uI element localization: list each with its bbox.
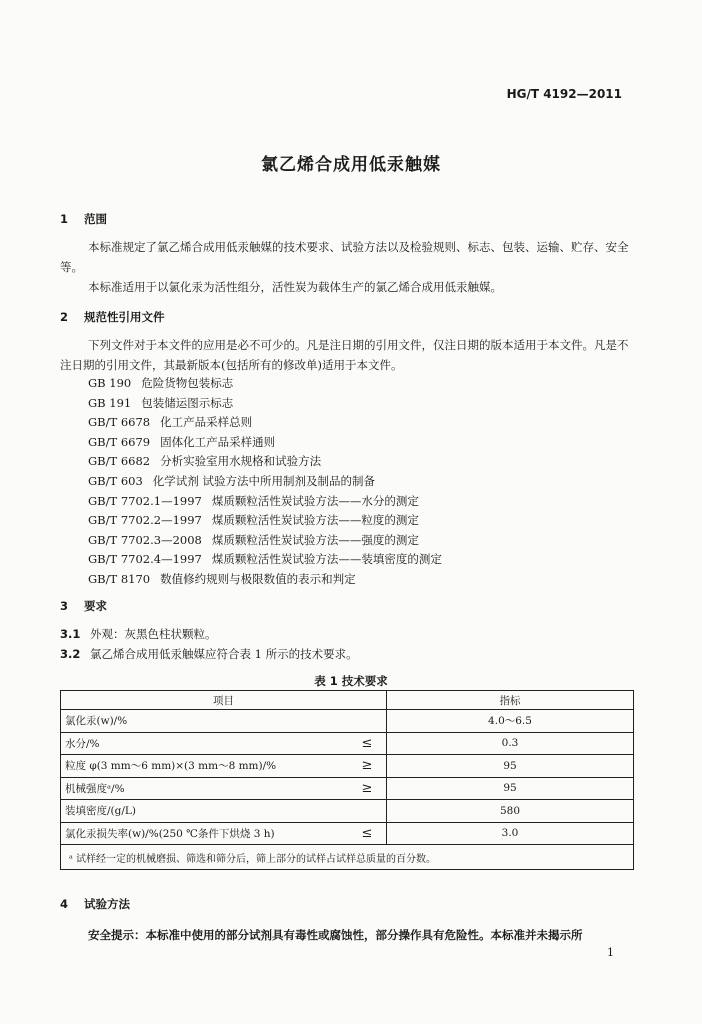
section-2-heading	[60, 309, 165, 325]
reference-item	[88, 452, 442, 472]
table-row	[61, 822, 634, 845]
clause-text: 氯乙烯合成用低汞触媒应符合表 1 所示的技术要求。	[90, 647, 358, 661]
row-value: 3.0	[387, 822, 634, 845]
section-4-heading	[60, 896, 130, 912]
reference-item	[88, 511, 442, 531]
reference-item	[88, 570, 442, 590]
reference-item	[88, 531, 442, 551]
normative-reference-list	[88, 374, 442, 590]
section-number: 1	[60, 212, 69, 226]
row-item: 装填密度/(g/L)	[61, 800, 349, 823]
row-item: 机械强度ᵃ/%	[61, 777, 349, 800]
clause-number: 3.2	[60, 647, 81, 661]
reference-code: GB/T 6678	[88, 415, 151, 430]
reference-item	[88, 374, 442, 394]
row-item: 氯化汞(w)/%	[61, 710, 349, 733]
row-value: 95	[387, 755, 634, 778]
row-value: 4.0～6.5	[387, 710, 634, 733]
column-header-item: 项目	[61, 691, 387, 710]
section-3-heading	[60, 598, 107, 614]
table-row	[61, 732, 634, 755]
reference-code: GB/T 7702.2—1997	[88, 513, 202, 528]
section-1-heading	[60, 211, 107, 227]
reference-code: GB/T 6682	[88, 454, 151, 469]
table-row	[61, 800, 634, 823]
section-title: 范围	[84, 212, 107, 226]
table-row	[61, 777, 634, 800]
row-value: 580	[387, 800, 634, 823]
reference-name: 危险货物包装标志	[141, 376, 234, 390]
table-note-row	[61, 845, 634, 870]
reference-name: 煤质颗粒活性炭试验方法——水分的测定	[211, 493, 419, 508]
technical-requirements-table	[60, 690, 634, 870]
section-title: 要求	[84, 599, 107, 613]
reference-item	[88, 433, 442, 453]
reference-item	[88, 472, 442, 492]
row-relation: ≥	[348, 777, 387, 800]
reference-code: GB/T 7702.3—2008	[88, 532, 202, 547]
section-number: 3	[60, 599, 69, 613]
section-title: 试验方法	[84, 897, 130, 911]
reference-name: 化学试剂 试验方法中所用制剂及制品的制备	[152, 473, 375, 488]
table-header-row	[61, 691, 634, 710]
row-relation: ≥	[348, 755, 387, 778]
section-title: 规范性引用文件	[84, 310, 165, 324]
page-number: 1	[607, 946, 614, 959]
reference-code: GB 190	[88, 376, 132, 390]
row-item: 氯化汞损失率(w)/%(250 ℃条件下烘烧 3 h)	[61, 822, 349, 845]
row-relation: ≤	[348, 822, 387, 845]
clause-number: 3.1	[60, 627, 81, 641]
clause-text: 外观：灰黑色柱状颗粒。	[90, 627, 217, 641]
document-title: 氯乙烯合成用低汞触媒	[261, 155, 441, 175]
reference-name: 数值修约规则与极限数值的表示和判定	[160, 571, 356, 586]
row-value: 0.3	[387, 732, 634, 755]
reference-code: GB/T 8170	[88, 571, 151, 586]
reference-item	[88, 550, 442, 570]
reference-code: GB/T 6679	[88, 434, 151, 449]
section-1-paragraph-2: 本标准适用于以氯化汞为活性组分，活性炭为载体生产的氯乙烯合成用低汞触媒。	[88, 280, 502, 294]
reference-item	[88, 492, 442, 512]
clause-3-2	[60, 646, 358, 662]
clause-3-1	[60, 626, 217, 642]
row-relation: ≤	[348, 732, 387, 755]
table-footnote: ᵃ 试样经一定的机械磨损、筛选和筛分后，筛上部分的试样占试样总质量的百分数。	[61, 845, 634, 870]
reference-item	[88, 413, 442, 433]
row-relation	[348, 800, 387, 823]
section-2-paragraph-1: 下列文件对于本文件的应用是必不可少的。凡是注日期的引用文件，仅注日期的版本适用于本文件。凡是不注日期的引用文件，其最新版本(包括所有的修改单)适用于本文件。	[60, 338, 629, 372]
safety-warning: 安全提示：本标准中使用的部分试剂具有毒性或腐蚀性，部分操作具有危险性。本标准并未揭示所	[88, 928, 583, 942]
reference-item	[88, 394, 442, 414]
row-relation	[348, 710, 387, 733]
section-number: 2	[60, 310, 69, 324]
reference-name: 包装储运图示标志	[141, 395, 234, 410]
reference-code: GB 191	[88, 395, 132, 410]
row-item: 粒度 φ(3 mm～6 mm)×(3 mm～8 mm)/%	[61, 755, 349, 778]
reference-code: GB/T 7702.4—1997	[88, 552, 202, 567]
section-number: 4	[60, 897, 69, 911]
reference-name: 煤质颗粒活性炭试验方法——强度的测定	[211, 532, 419, 547]
column-header-value: 指标	[387, 691, 634, 710]
standard-number: HG/T 4192—2011	[506, 87, 622, 101]
row-value: 95	[387, 777, 634, 800]
reference-code: GB/T 603	[88, 473, 143, 488]
reference-name: 煤质颗粒活性炭试验方法——粒度的测定	[211, 513, 419, 528]
table-row	[61, 755, 634, 778]
section-1-paragraph-1: 本标准规定了氯乙烯合成用低汞触媒的技术要求、试验方法以及检验规则、标志、包装、运输、贮存、安全等。	[60, 240, 629, 274]
reference-name: 煤质颗粒活性炭试验方法——装填密度的测定	[211, 552, 442, 567]
row-item: 水分/%	[61, 732, 349, 755]
reference-code: GB/T 7702.1—1997	[88, 493, 202, 508]
reference-name: 化工产品采样总则	[160, 415, 253, 430]
reference-name: 分析实验室用水规格和试验方法	[160, 454, 322, 469]
table-row	[61, 710, 634, 733]
table-caption: 表 1 技术要求	[314, 674, 388, 688]
reference-name: 固体化工产品采样通则	[160, 434, 276, 449]
